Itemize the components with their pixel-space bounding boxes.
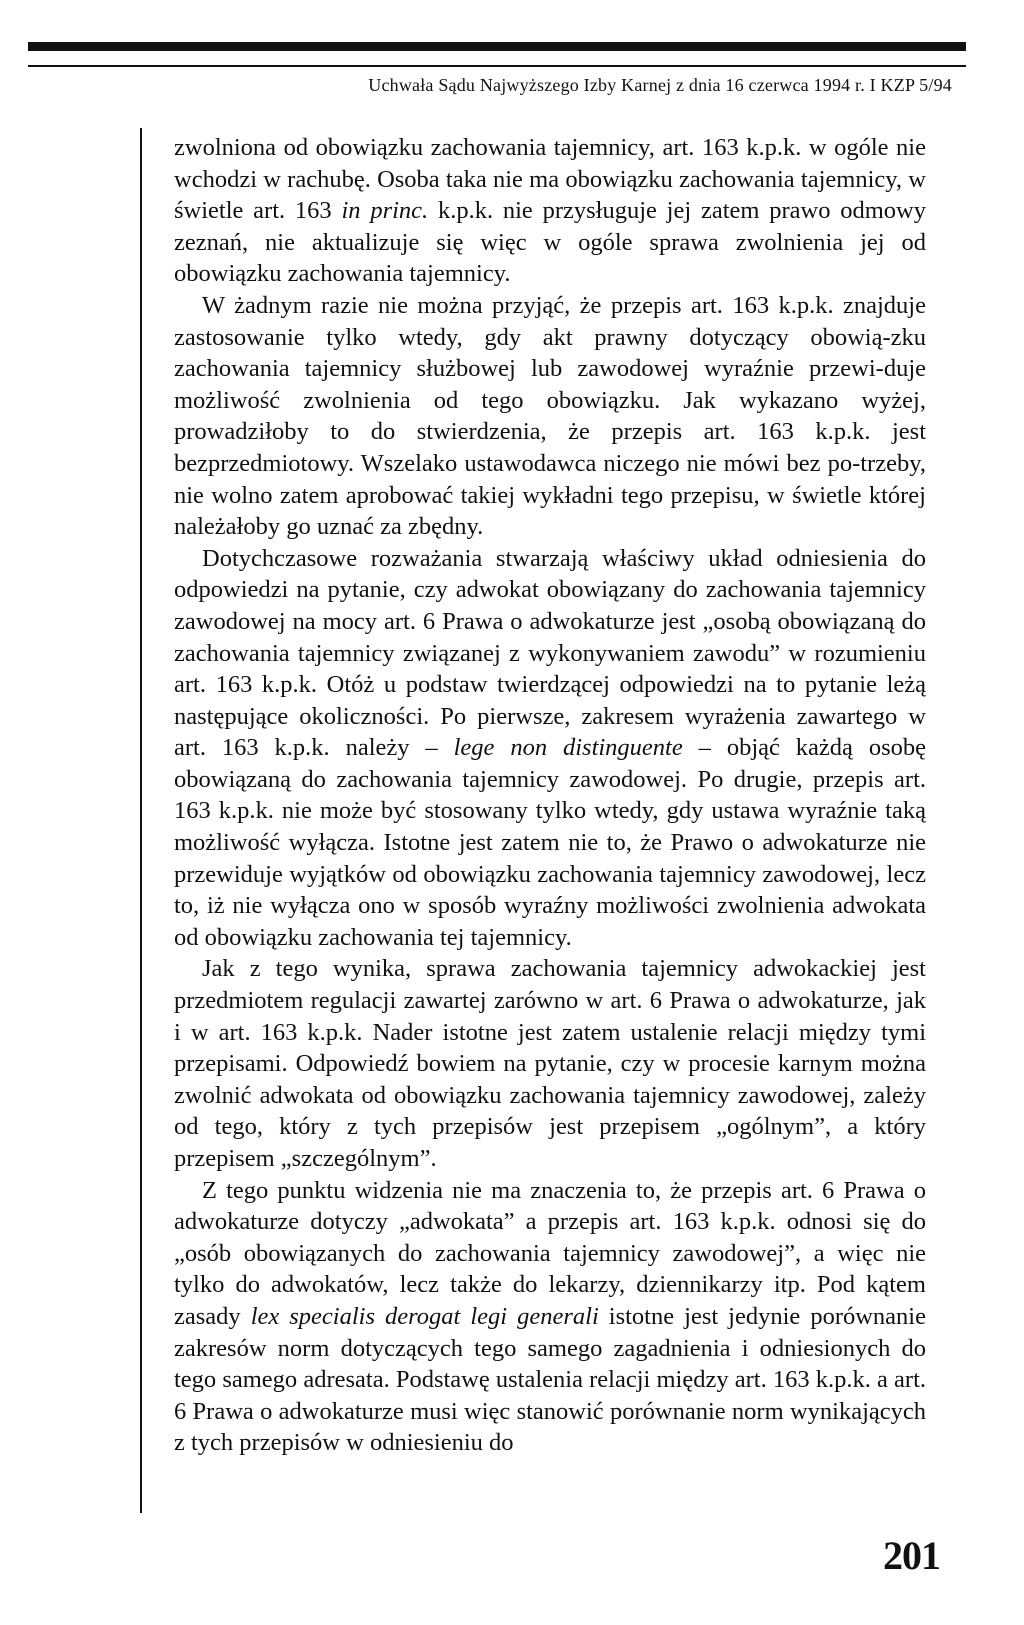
paragraph-5-text-a: Z tego punktu widzenia nie ma znaczenia to, że przepis art. 6 Prawa o adwokaturze dotyczy „adwokata” a przepis art. 163 k.p.k. odnosi się do „osób obowiązanych do zachowania tajemnicy zawodowej”, a więc nie tylko do adwokatów, lecz także do lekarzy, dziennikarzy itp. Pod kątem zasady xyxy=(174,1176,926,1330)
paragraph-1-italic-in-princ: in princ. xyxy=(341,197,429,225)
paragraph-3-text-b: – objąć każdą osobę obowiązaną do zachowania tajemnicy zawodowej. Po drugie, przepis art. 163 k.p.k. nie może być stosowany tylko wtedy, gdy ustawa wyraźnie taką możliwość wyłącza. Istotne jest zatem nie to, że Prawo o adwokaturze nie przewiduje wyjątków od obowiązku zachowania tajemnicy zawodowej, lecz to, iż nie wyłącza ono w sposób wyraźny możliwości zwolnienia adwokata od obowiązku zachowania tej tajemnicy. xyxy=(174,734,926,951)
paragraph-3-italic-lege-non-distinguente: lege non distinguente xyxy=(453,734,683,762)
paragraph-1-text-b: k.p.k. nie przysługuje jej zatem prawo odmowy zeznań, nie aktualizuje się więc w ogóle sprawa zwolnienia jej od obowiązku zachowania tajemnicy. xyxy=(174,197,926,288)
page-number: 201 xyxy=(883,1533,940,1578)
paragraph-3-text-a: Dotychczasowe rozważania stwarzają właściwy układ odniesienia do odpowiedzi na pytanie, czy adwokat obowiązany do zachowania tajemnicy zawodowej na mocy art. 6 Prawa o adwokaturze jest „osobą obowiązaną do zachowania tajemnicy związanej z wykonywaniem zawodu” w rozumieniu art. 163 k.p.k. Otóż u podstaw twierdzącej odpowiedzi na to pytanie leżą następujące okoliczności. Po pierwsze, zakresem wyrażenia zawartego w art. 163 k.p.k. należy – xyxy=(174,544,926,762)
paragraph-2 xyxy=(174,290,926,543)
body-text xyxy=(174,132,926,1459)
paragraph-5-text-b: istotne jest jedynie porównanie zakresów norm dotyczących tego samego zagadnienia i odniesionych do tego samego adresata. Podstawę ustalenia relacji między art. 163 k.p.k. a art. 6 Prawa o adwokaturze musi więc stanowić porównanie norm wynikających z tych przepisów w odniesieniu do xyxy=(174,1302,926,1457)
paragraph-3 xyxy=(174,543,926,954)
paragraph-4-text: Jak z tego wynika, sprawa zachowania tajemnicy adwokackiej jest przedmiotem regulacji zawartej zarówno w art. 6 Prawa o adwokaturze, jak i w art. 163 k.p.k. Nader istotne jest zatem ustalenie relacji między tymi przepisami. Odpowiedź bowiem na pytanie, czy w procesie karnym można zwolnić adwokata od obowiązku zachowania tajemnicy zawodowej, zależy od tego, który z tych przepisów jest przepisem „ogólnym”, a który przepisem „szczególnym”. xyxy=(174,955,926,1172)
header-rule-thin xyxy=(28,65,966,67)
paragraph-5 xyxy=(174,1175,926,1459)
paragraph-4 xyxy=(174,953,926,1174)
running-title: Uchwała Sądu Najwyższego Izby Karnej z dnia 16 czerwca 1994 r. I KZP 5/94 xyxy=(368,75,952,95)
paragraph-2-text: W żadnym razie nie można przyjąć, że przepis art. 163 k.p.k. znajduje zastosowanie tylko wtedy, gdy akt prawny dotyczący obowią-zku zachowania tajemnicy służbowej lub zawodowej wyraźnie przewi-duje możliwość zwolnienia od tego obowiązku. Jak wykazano wyżej, prowadziłoby to do stwierdzenia, że przepis art. 163 k.p.k. jest bezprzedmiotowy. Wszelako ustawodawca niczego nie mówi bez po-trzeby, nie wolno zatem aprobować takiej wykładni tego przepisu, w świetle której należałoby go uznać za zbędny. xyxy=(174,291,926,541)
paragraph-5-italic-lex-specialis: lex specialis derogat legi generali xyxy=(250,1302,599,1330)
paragraph-1-text-a: zwolniona od obowiązku zachowania tajemnicy, art. 163 k.p.k. w ogóle nie wchodzi w rachubę. Osoba taka nie ma obowiązku zachowania tajemnicy, w świetle art. 163 xyxy=(174,134,926,225)
header-rule-thick xyxy=(28,42,966,51)
paragraph-1 xyxy=(174,132,926,290)
margin-bar xyxy=(140,128,142,1513)
